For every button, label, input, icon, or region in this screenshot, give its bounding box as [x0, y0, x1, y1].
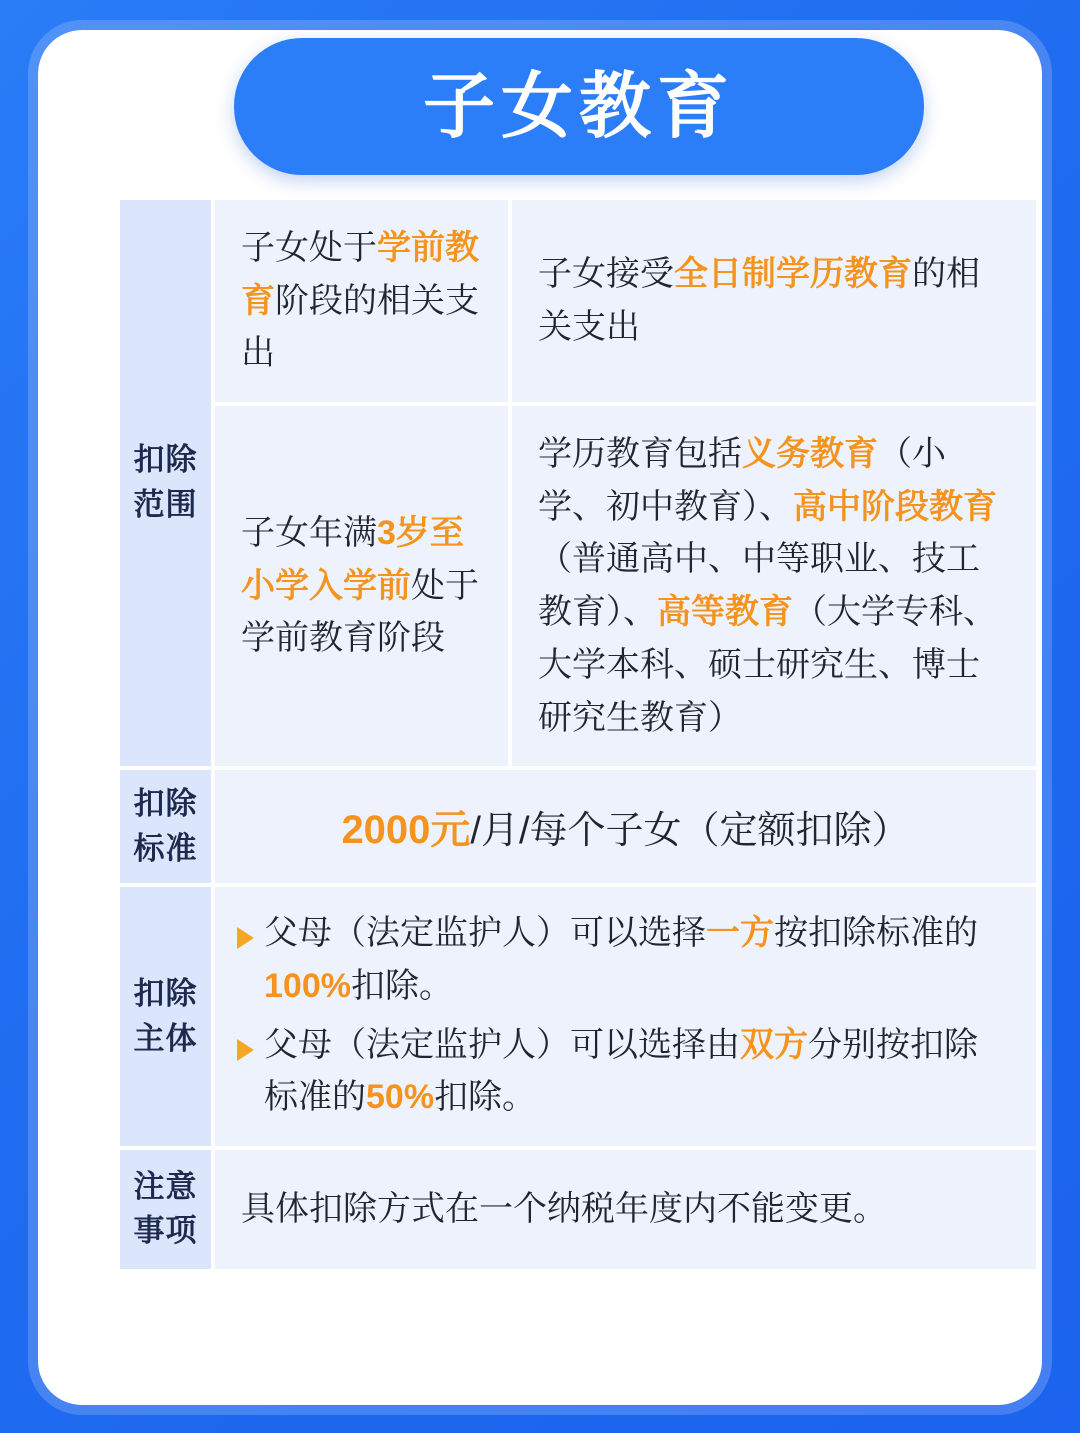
cell-preschool-scope: 子女处于学前教育阶段的相关支出 [213, 198, 510, 404]
table-row [118, 768, 1038, 885]
highlight-higher-education: 高等教育 [657, 593, 793, 632]
highlight-age-range: 3岁至小学入学前 [241, 514, 464, 605]
triangle-bullet-icon [237, 927, 254, 949]
bullet-text: 父母（法定监护人）可以选择由双方分别按扣除标准的50%扣除。 [264, 1025, 978, 1117]
page-title: 子女教育 [422, 66, 735, 147]
cell-academic-detail: 学历教育包括义务教育（小学、初中教育）、高中阶段教育（普通高中、中等职业、技工教育）、高等教育（大学专科、大学本科、硕士研究生、博士研究生教育） [510, 404, 1038, 768]
content-card [38, 30, 1042, 1405]
row-label-scope: 扣除 范围 [118, 198, 213, 768]
page-title-pill [234, 38, 924, 175]
highlight-fulltime-education: 全日制学历教育 [674, 255, 912, 294]
table-row [118, 404, 1038, 768]
row-label-subject: 扣除 主体 [118, 885, 213, 1148]
highlight-one-party: 一方 [706, 914, 774, 953]
cell-deduction-subject [213, 885, 1038, 1148]
list-item [237, 1019, 1010, 1124]
deduction-table [118, 198, 1038, 1271]
highlight-amount: 2000元 [341, 808, 471, 853]
highlight-highschool-education: 高中阶段教育 [793, 487, 997, 526]
table-row [118, 885, 1038, 1148]
highlight-compulsory-education: 义务教育 [742, 435, 878, 474]
highlight-both-parties: 双方 [740, 1025, 808, 1064]
table-row [118, 1148, 1038, 1271]
triangle-bullet-icon [237, 1039, 254, 1061]
row-label-notes: 注意 事项 [118, 1148, 213, 1271]
highlight-percent-100: 100% [264, 966, 351, 1005]
row-label-standard: 扣除 标准 [118, 768, 213, 885]
list-item [237, 907, 1010, 1012]
cell-deduction-standard: 2000元/月/每个子女（定额扣除） [213, 768, 1038, 885]
bullet-text: 父母（法定监护人）可以选择一方按扣除标准的100%扣除。 [264, 914, 978, 1005]
cell-fulltime-scope: 子女接受全日制学历教育的相关支出 [510, 198, 1038, 404]
highlight-percent-50: 50% [366, 1078, 435, 1117]
cell-notes: 具体扣除方式在一个纳税年度内不能变更。 [213, 1148, 1038, 1271]
table-row [118, 198, 1038, 404]
highlight-preschool-education: 学前教育 [241, 229, 479, 320]
cell-preschool-detail: 子女年满3岁至小学入学前处于学前教育阶段 [213, 404, 510, 768]
